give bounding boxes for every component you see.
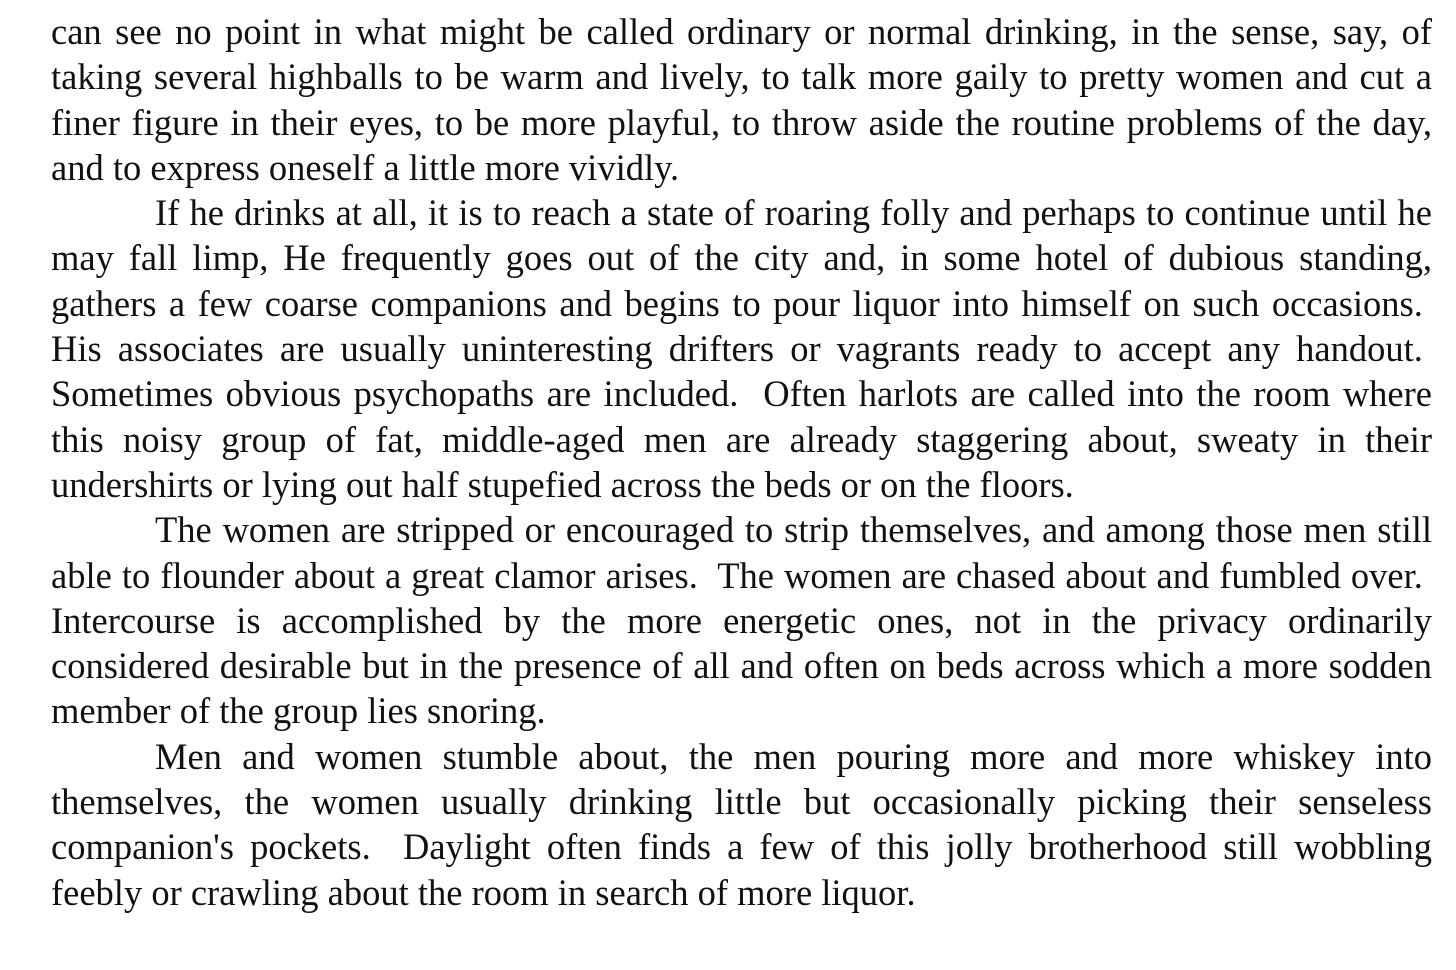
document-page: [51, 9, 1432, 915]
paragraph-4: Men and women stumble about, the men pouring more and more whiskey into themselves, the women usually drinking little but occasionally picking their senseless companion's pockets. Daylight often finds a few of this jolly brotherhood still wobbling feebly or crawling about the room in search of more liquor.: [51, 735, 1432, 913]
paragraph-1: can see no point in what might be called ordinary or normal drinking, in the sense, say, of taking several highballs to be warm and lively, to talk more gaily to pretty women and cut a finer figure in their eyes, to be more playful, to throw aside the routine problems of the day, and to express oneself a little more vividly.: [51, 11, 1432, 188]
paragraph-3: The women are stripped or encouraged to strip themselves, and among those men still able to flounder about a great clamor arises. The women are chased about and fumbled over. Intercourse is accomplished by the more energetic ones, not in the privacy ordinarily considered desirable but in the presence of all and often on beds across which a more sodden member of the group lies snoring.: [51, 509, 1432, 732]
paragraph-2: If he drinks at all, it is to reach a state of roaring folly and perhaps to continue until he may fall limp, He frequently goes out of the city and, in some hotel of dubious standing, gathers a few coarse companions and begins to pour liquor into himself on such occasions. His associates are usually uninteresting drifters or vagrants ready to accept any handout. Sometimes obvious psychopaths are included. Often harlots are called into the room where this noisy group of fat, middle-aged men are already staggering about, sweaty in their undershirts or lying out half stupefied across the beds or on the floors.: [51, 192, 1432, 505]
